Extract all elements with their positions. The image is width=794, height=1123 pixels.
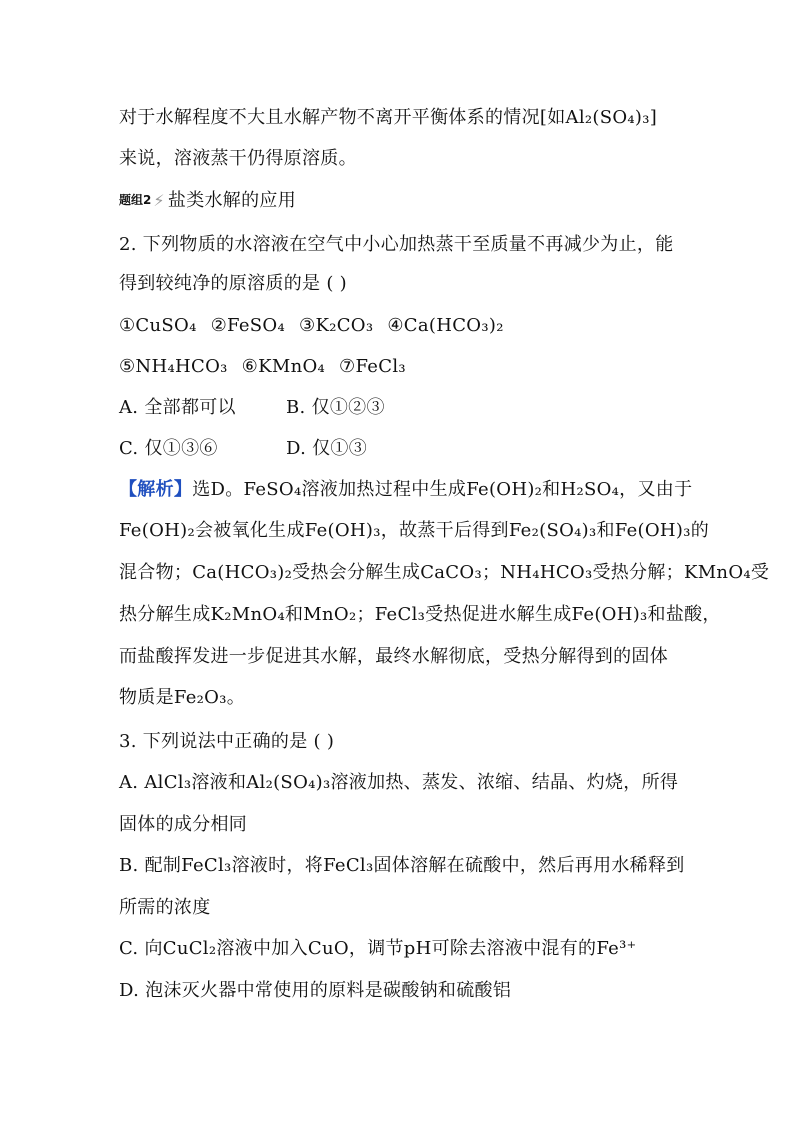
option-a: A. 全部都可以 [119, 397, 236, 418]
paragraph-line: 来说，溶液蒸干仍得原溶质。 [119, 148, 357, 169]
list-item: ⑤NH₄HCO₃ [119, 356, 228, 377]
question3-option-b: B. 配制FeCl₃溶液时，将FeCl₃固体溶解在硫酸中，然后再用水稀释到 [119, 855, 685, 876]
group-heading [119, 188, 296, 213]
question3-option-a: A. AlCl₃溶液和Al₂(SO₄)₃溶液加热、蒸发、浓缩、结晶、灼烧，所得 [119, 772, 679, 793]
question2-items [119, 314, 504, 338]
analysis-line: Fe(OH)₂会被氧化生成Fe(OH)₃，故蒸干后得到Fe₂(SO₄)₃和Fe(OH)₃的 [119, 520, 710, 541]
list-item: ⑦FeCl₃ [339, 356, 406, 377]
list-item: ④Ca(HCO₃)₂ [387, 315, 504, 336]
group-title: 盐类水解的应用 [167, 190, 297, 211]
question2-stem-line: 得到较纯净的原溶质的是 ( ) [119, 273, 347, 294]
question2-options [119, 437, 367, 461]
list-item: ①CuSO₄ [119, 315, 197, 336]
lightning-icon: ⚡ [153, 191, 165, 210]
analysis-line: 热分解生成K₂MnO₄和MnO₂；FeCl₃受热促进水解生成Fe(OH)₃和盐酸， [119, 604, 721, 625]
list-item: ②FeSO₄ [210, 315, 286, 336]
list-item: ⑥KMnO₄ [241, 356, 326, 377]
list-item: ③K₂CO₃ [299, 315, 374, 336]
question3-option-b: 所需的浓度 [119, 897, 211, 918]
analysis-line: 混合物；Ca(HCO₃)₂受热会分解生成CaCO₃；NH₄HCO₃受热分解；KMnO₄受 [119, 562, 770, 583]
question3-stem: 3. 下列说法中正确的是 ( ) [119, 731, 335, 752]
question2-options [119, 396, 385, 420]
analysis-line: 而盐酸挥发进一步促进其水解，最终水解彻底，受热分解得到的固体 [119, 646, 668, 667]
question3-option-a: 固体的成分相同 [119, 814, 248, 835]
paragraph-line: 对于水解程度不大且水解产物不离开平衡体系的情况[如Al₂(SO₄)₃] [119, 107, 658, 128]
question3-option-d: D. 泡沫灭火器中常使用的原料是碳酸钠和硫酸铝 [119, 980, 512, 1001]
question3-option-c: C. 向CuCl₂溶液中加入CuO，调节pH可除去溶液中混有的Fe³⁺ [119, 938, 637, 959]
group-tag: 题组2 [119, 193, 152, 207]
analysis-line [119, 478, 692, 502]
option-c: C. 仅①③⑥ [119, 438, 218, 459]
analysis-text: 选D。FeSO₄溶液加热过程中生成Fe(OH)₂和H₂SO₄，又由于 [192, 479, 693, 500]
analysis-label: 【解析】 [119, 479, 193, 500]
option-b: B. 仅①②③ [286, 397, 385, 418]
analysis-line: 物质是Fe₂O₃。 [119, 687, 246, 708]
question2-stem-line: 2. 下列物质的水溶液在空气中小心加热蒸干至质量不再减少为止，能 [119, 234, 674, 255]
question2-items [119, 355, 406, 379]
option-d: D. 仅①③ [286, 438, 368, 459]
